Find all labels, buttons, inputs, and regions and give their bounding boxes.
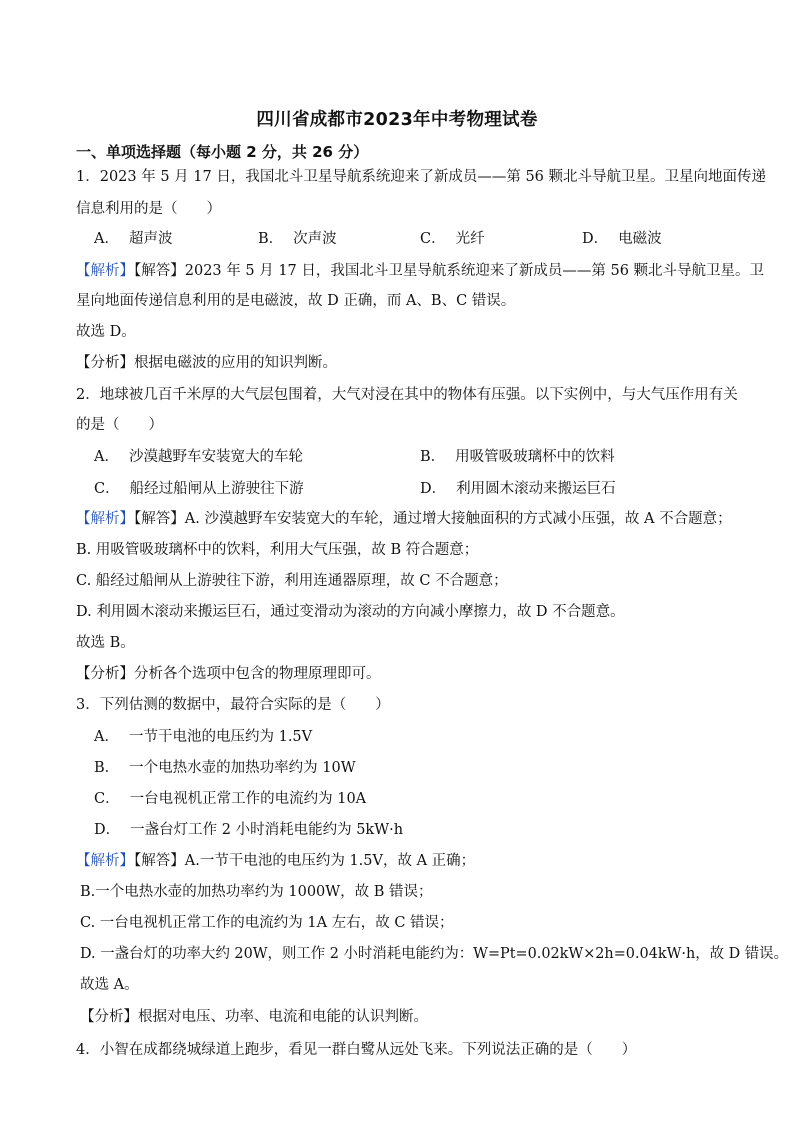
q3-option-d: D． 一盏台灯工作 2 小时消耗电能约为 5kW·h xyxy=(94,822,404,838)
exam-title: 四川省成都市2023年中考物理试卷 xyxy=(256,110,538,130)
q2-answer-line1: 【解析】【解答】A. 沙漠越野车安装宽大的车轮，通过增大接触面积的方式减小压强，故 A 不合题意； xyxy=(76,511,732,527)
q2-option-a: A． 沙漠越野车安装宽大的车轮 xyxy=(94,449,303,465)
section-heading: 一、单项选择题（每小题 2 分，共 26 分） xyxy=(76,143,369,161)
q1-answer-line1: 【解析】【解答】2023 年 5 月 17 日，我国北斗卫星导航系统迎来了新成员——第 56 颗北斗导航卫星。卫 xyxy=(76,263,765,279)
q1-answer-line3: 故选 D。 xyxy=(76,324,136,340)
q3-option-a: A． 一节干电池的电压约为 1.5V xyxy=(94,729,313,745)
q3-answer-line1: 【解析】【解答】A.一节干电池的电压约为 1.5V，故 A 正确； xyxy=(76,853,476,869)
jiexi-tag: 【解析】 xyxy=(76,263,134,279)
q2-answer-line5: 故选 B。 xyxy=(76,635,135,651)
jiexi-tag: 【解析】 xyxy=(76,511,134,527)
q2-stem-line2: 的是（ ） xyxy=(76,417,163,433)
q3-answer-line4: D. 一盏台灯的功率大约 20W，则工作 2 小时消耗电能约为：W=Pt=0.02kW×2h=0.04kW·h，故 D 错误。 xyxy=(80,946,788,962)
q1-analysis: 【分析】根据电磁波的应用的知识判断。 xyxy=(76,355,337,371)
jiexi-tag: 【解析】 xyxy=(76,853,134,869)
q1-option-a: A． 超声波 xyxy=(94,231,173,247)
q1-answer-line2: 星向地面传递信息利用的是电磁波，故 D 正确，而 A、B、C 错误。 xyxy=(76,293,516,309)
q2-stem-line1: 2．地球被几百千米厚的大气层包围着，大气对浸在其中的物体有压强。以下实例中，与大气压作用有关 xyxy=(76,387,738,403)
q1-option-b: B． 次声波 xyxy=(258,231,337,247)
q2-answer-line3: C. 船经过船闸从上游驶往下游，利用连通器原理，故 C 不合题意； xyxy=(76,573,508,589)
q3-answer-line5: 故选 A。 xyxy=(80,977,139,993)
q2-analysis: 【分析】分析各个选项中包含的物理原理即可。 xyxy=(76,666,381,682)
q1-stem-line2: 信息利用的是（ ） xyxy=(76,201,221,217)
q3-analysis: 【分析】根据对电压、功率、电流和电能的认识判断。 xyxy=(80,1009,428,1025)
q1-option-c: C． 光纤 xyxy=(420,231,485,247)
q3-option-b: B． 一个电热水壶的加热功率约为 10W xyxy=(94,760,356,776)
q2-answer-line4: D. 利用圆木滚动来搬运巨石，通过变滑动为滚动的方向减小摩擦力，故 D 不合题意。 xyxy=(76,604,625,620)
q2-answer-line2: B. 用吸管吸玻璃杯中的饮料，利用大气压强，故 B 符合题意； xyxy=(76,542,479,558)
q2-option-c: C． 船经过船闸从上游驶往下游 xyxy=(94,481,304,497)
q2-option-d: D． 利用圆木滚动来搬运巨石 xyxy=(420,481,616,497)
q1-stem-line1: 1．2023 年 5 月 17 日，我国北斗卫星导航系统迎来了新成员——第 56 颗北斗导航卫星。卫星向地面传递 xyxy=(76,169,767,185)
q3-option-c: C． 一台电视机正常工作的电流约为 10A xyxy=(94,791,367,807)
q1-option-d: D． 电磁波 xyxy=(582,231,662,247)
q3-answer-line3: C. 一台电视机正常工作的电流约为 1A 左右，故 C 错误； xyxy=(80,915,454,931)
q3-answer-line2: B.一个电热水壶的加热功率约为 1000W，故 B 错误； xyxy=(80,884,433,900)
q3-stem: 3．下列估测的数据中，最符合实际的是（ ） xyxy=(76,697,390,713)
q4-stem: 4．小智在成都绕城绿道上跑步，看见一群白鹭从远处飞来。下列说法正确的是（ ） xyxy=(76,1042,637,1058)
q2-option-b: B． 用吸管吸玻璃杯中的饮料 xyxy=(420,449,615,465)
